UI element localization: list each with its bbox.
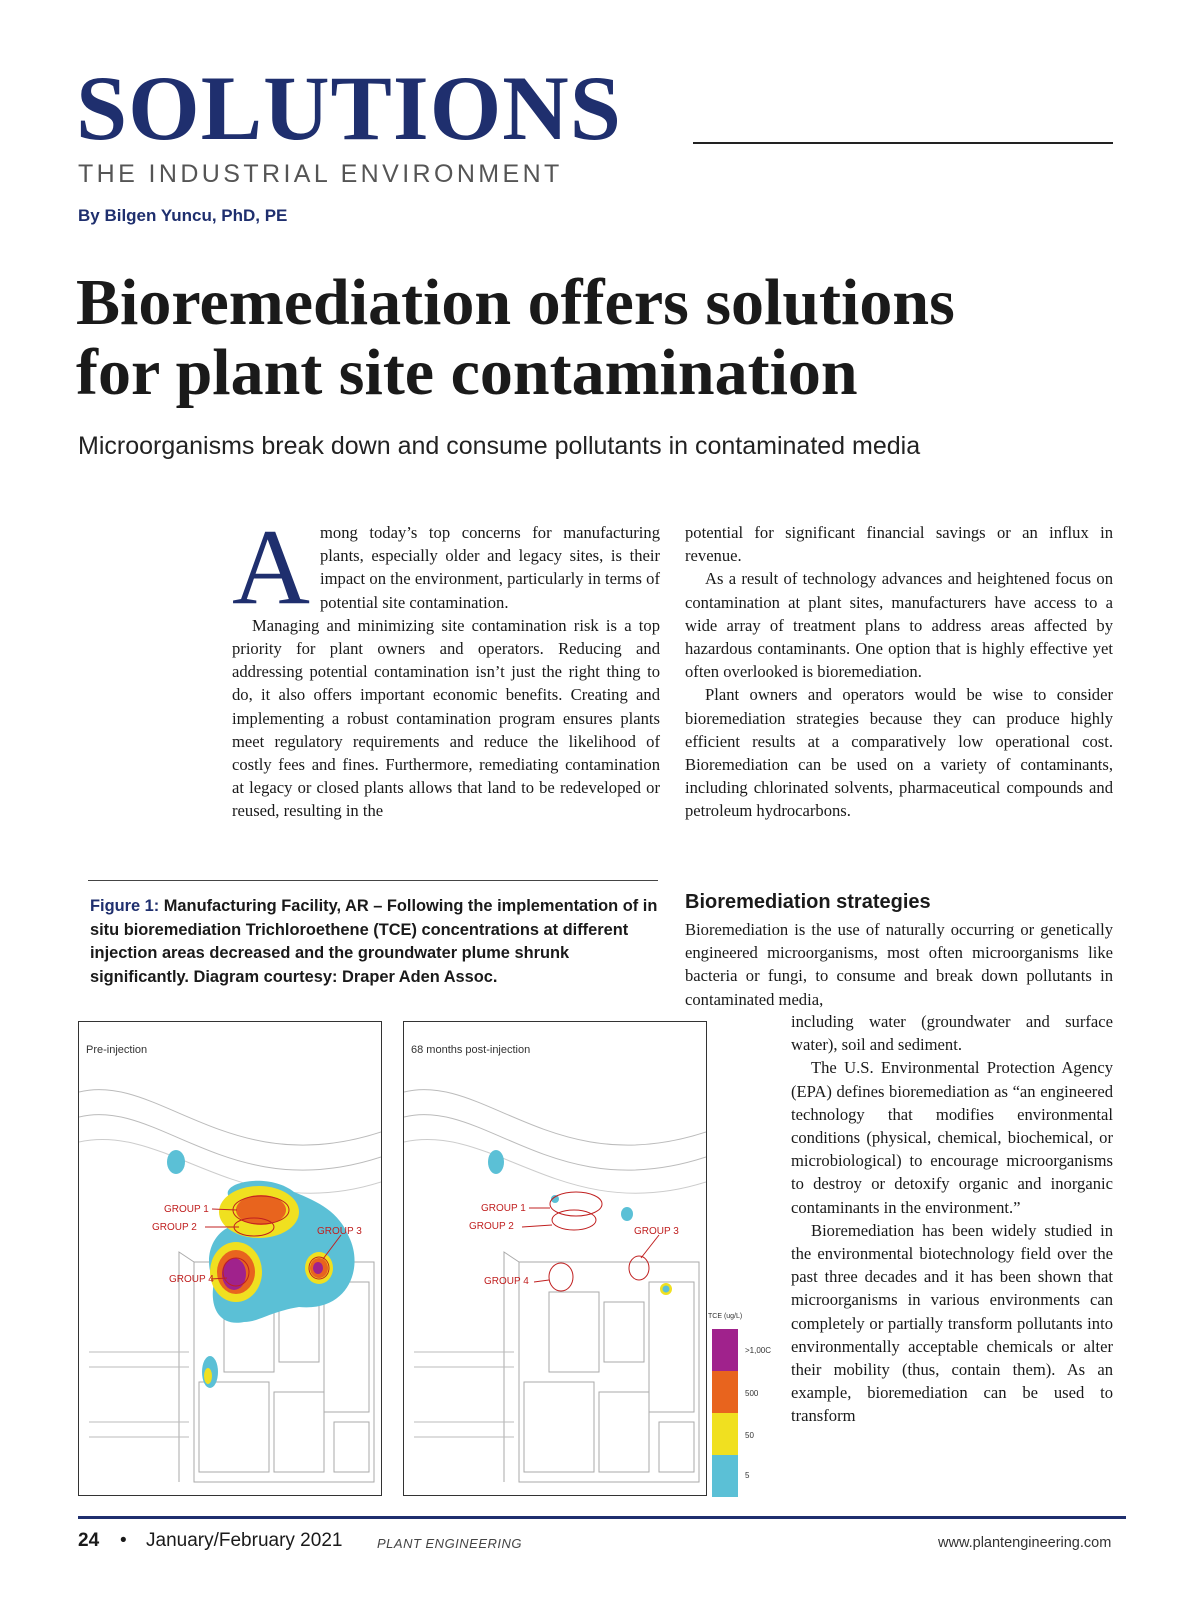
footer-bullet: •: [120, 1530, 127, 1551]
map-post-injection: [403, 1021, 707, 1496]
body-column-3: [791, 1010, 1113, 1428]
legend-label: 500: [745, 1389, 759, 1398]
body-column-2: [685, 521, 1113, 823]
tce-legend: [708, 1313, 772, 1503]
map-label-group-3: GROUP 3: [634, 1226, 679, 1237]
map-title-post: 68 months post-injection: [411, 1044, 531, 1056]
subhead: Bioremediation strategies: [685, 891, 931, 913]
issue-date: January/February 2021: [146, 1530, 343, 1551]
figure-caption-text: Manufacturing Facility, AR – Following the implementation of in situ bioremediation Trichloroethene (TCE) concentrations at different injection areas decreased and the groundwater plume shrunk significantly. Diagram courtesy: Draper Aden Assoc.: [90, 897, 658, 986]
map-post-injection-drawing: [404, 1022, 706, 1495]
publication-url[interactable]: www.plantengineering.com: [938, 1535, 1112, 1551]
section-rule: [693, 142, 1113, 144]
section-title: SOLUTIONS: [76, 57, 622, 159]
body-column-1: [232, 508, 660, 823]
legend-swatch: [712, 1371, 738, 1413]
body-paragraph: As a result of technology advances and heightened focus on contamination at plant sites, manufacturers have access to a wide array of treatment plans to address areas affected by hazardous contaminants. One option that is highly effective yet often overlooked is bioremediation.: [685, 569, 1113, 682]
legend-label: >1,00C: [745, 1346, 772, 1355]
map-label-group-4: GROUP 4: [484, 1276, 529, 1287]
byline: By Bilgen Yuncu, PhD, PE: [78, 206, 288, 225]
legend-swatch: [712, 1413, 738, 1455]
map-title-pre: Pre-injection: [86, 1044, 148, 1056]
page-number: 24: [78, 1530, 100, 1551]
body-paragraph: Among today’s top concerns for manufacturing plants, especially older and legacy sites, is their impact on the environment, particularly in terms of potential site contamination.: [232, 508, 660, 627]
figure-rule: [88, 880, 658, 881]
body-paragraph: Managing and minimizing site contamination risk is a top priority for plant owners and operators. Reducing and addressing potential contamination isn’t just the right thing to do, it also offers important economic benefits. Creating and implementing a robust contamination program ensures plants meet regulatory requirements and reduce the likelihood of costly fees and fines. Furthermore, remediating contamination at legacy or closed plants allows that land to be redeveloped or reused, resulting in the: [232, 615, 660, 821]
headline-line-2: for plant site contamination: [76, 336, 858, 409]
body-column-2-lower: [685, 918, 1113, 1011]
drop-cap: A: [232, 508, 310, 627]
map-label-group-3: GROUP 3: [317, 1226, 362, 1237]
body-paragraph: Bioremediation has been widely studied in the environmental biotechnology field over the past three decades and it has been shown that microorganisms in various environments can completely or partially transform pollutants into environmentally acceptable chemicals or alter their mobility (thus, contain them). As an example, bioremediation can be used to transform: [791, 1220, 1113, 1426]
legend-label: 50: [745, 1431, 754, 1440]
legend-swatch: [712, 1455, 738, 1497]
body-paragraph: The U.S. Environmental Protection Agency (EPA) defines bioremediation as “an engineered technology that modifies environmental conditions (physical, chemical, biochemical, or microbiological) to encourage microorganisms to destroy or detoxify organic and inorganic contaminants in the environment.”: [791, 1058, 1113, 1217]
footer-rule: [78, 1516, 1126, 1519]
map-label-group-1: GROUP 1: [164, 1204, 209, 1215]
body-paragraph: including water (groundwater and surface water), soil and sediment.: [791, 1012, 1113, 1055]
map-label-group-1: GROUP 1: [481, 1203, 526, 1214]
legend-swatch: [712, 1329, 738, 1371]
publication-name: PLANT ENGINEERING: [377, 1536, 523, 1551]
body-paragraph: potential for significant financial savings or an influx in revenue.: [685, 523, 1113, 566]
map-label-group-2: GROUP 2: [469, 1221, 514, 1232]
legend-title: TCE (ug/L): [708, 1313, 743, 1320]
map-pre-injection: [78, 1021, 382, 1496]
deck: Microorganisms break down and consume pollutants in contaminated media: [78, 432, 921, 460]
figure-caption: [90, 895, 660, 989]
map-label-group-4: GROUP 4: [169, 1274, 214, 1285]
headline: [76, 268, 1156, 408]
body-paragraph: Plant owners and operators would be wise to consider bioremediation strategies because they can produce highly efficient results at a comparatively low operational cost. Bioremediation can be used on a variety of contaminants, including chlorinated solvents, pharmaceutical compounds and petroleum hydrocarbons.: [685, 685, 1113, 821]
map-label-group-2: GROUP 2: [152, 1222, 197, 1233]
legend-label: 5: [745, 1471, 750, 1480]
headline-line-1: Bioremediation offers solutions: [76, 266, 955, 339]
body-paragraph: Bioremediation is the use of naturally occurring or genetically engineered microorganisms, most often microorganisms like bacteria or fungi, to consume and break down pollutants in contaminated media,: [685, 920, 1113, 1009]
section-subtitle: THE INDUSTRIAL ENVIRONMENT: [78, 160, 563, 188]
map-pre-injection-drawing: [79, 1022, 381, 1495]
figure-label: Figure 1:: [90, 897, 160, 915]
